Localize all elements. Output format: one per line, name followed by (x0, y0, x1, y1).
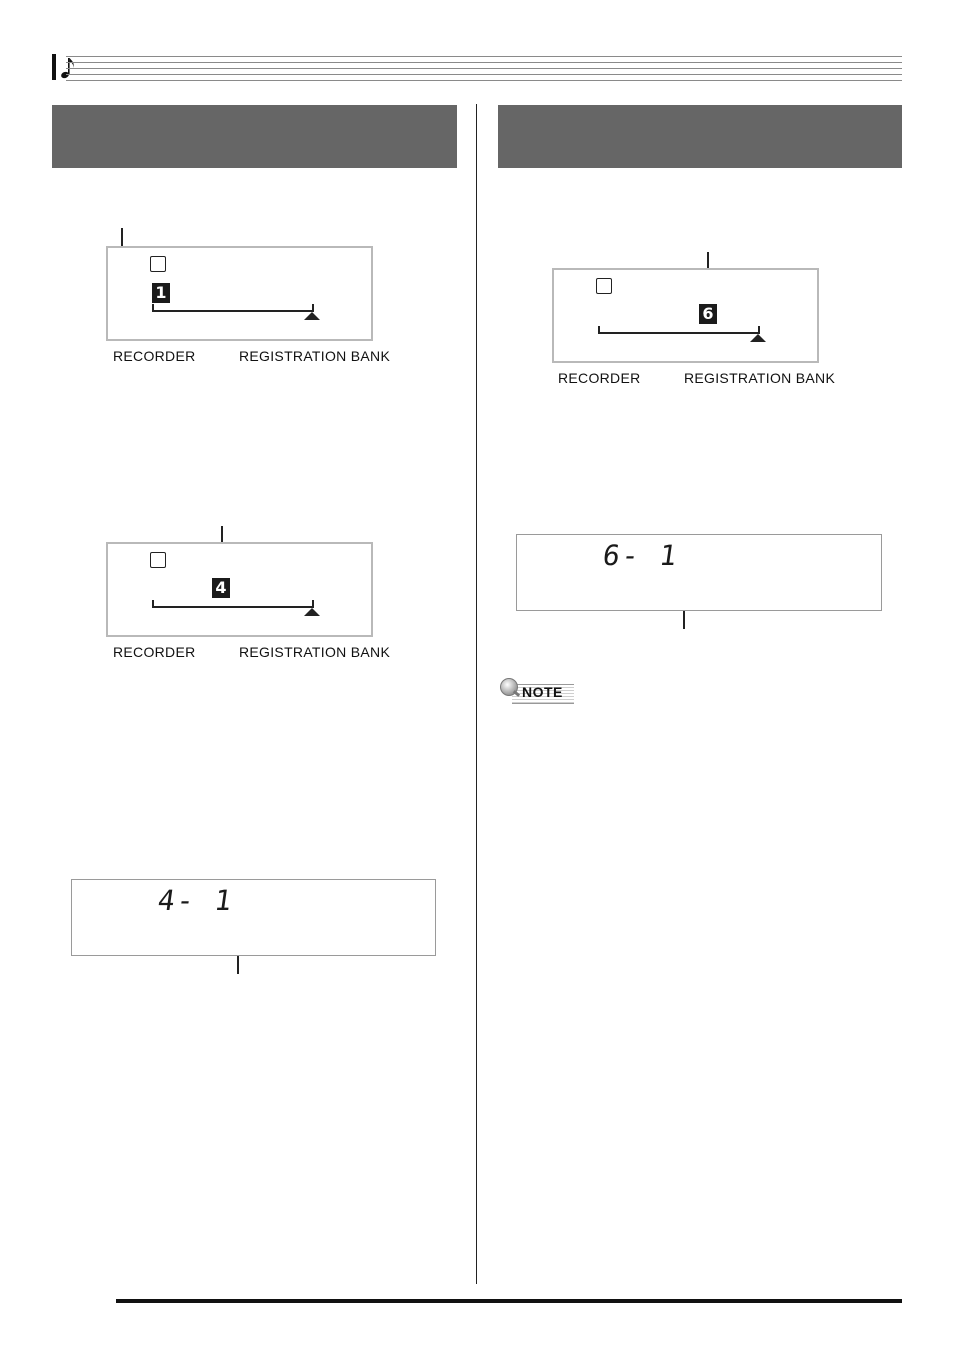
recorder-label: RECORDER (113, 348, 196, 364)
recorder-indicator (150, 256, 166, 272)
lcd-display (552, 268, 819, 363)
bank-number-indicator: 4 (212, 578, 230, 598)
left-section-heading-bar (52, 105, 457, 168)
note-label: NOTE (522, 684, 563, 700)
right-section-heading-bar (498, 105, 902, 168)
triangle-pointer-icon (304, 312, 320, 320)
indicator-bar (152, 310, 314, 312)
lcd-display (106, 542, 373, 637)
registration-bank-label: REGISTRATION BANK (239, 348, 391, 364)
indicator-bar-end (152, 304, 154, 312)
staff-line-2 (66, 62, 902, 63)
segment-display-value: 6- 1 (600, 539, 681, 572)
bank-number-indicator: 1 (152, 283, 170, 303)
indicator-bar (598, 332, 760, 334)
leader-line (683, 611, 685, 629)
triangle-pointer-icon (750, 334, 766, 342)
indicator-bar-end (598, 326, 600, 334)
indicator-bar-end (312, 600, 314, 608)
staff-line-5 (66, 80, 902, 81)
staff-line-1 (66, 56, 902, 57)
recorder-label: RECORDER (558, 370, 641, 386)
indicator-bar-end (152, 600, 154, 608)
segment-display (71, 879, 436, 956)
staff-line-3 (66, 68, 902, 69)
leader-line (237, 956, 239, 974)
indicator-bar-end (758, 326, 760, 334)
staff-left-bar (52, 54, 56, 80)
staff-line-4 (66, 74, 902, 75)
registration-bank-label: REGISTRATION BANK (239, 644, 391, 660)
bank-number-indicator: 6 (699, 304, 717, 324)
segment-display (516, 534, 882, 611)
lcd-display (106, 246, 373, 341)
indicator-bar-end (312, 304, 314, 312)
note-badge (500, 678, 576, 704)
footer-rule (116, 1299, 902, 1303)
indicator-bar (152, 606, 314, 608)
recorder-indicator (150, 552, 166, 568)
segment-display-value: 4- 1 (155, 884, 236, 917)
registration-bank-label: REGISTRATION BANK (684, 370, 836, 386)
recorder-label: RECORDER (113, 644, 196, 660)
triangle-pointer-icon (304, 608, 320, 616)
recorder-indicator (596, 278, 612, 294)
column-divider (476, 104, 477, 1284)
